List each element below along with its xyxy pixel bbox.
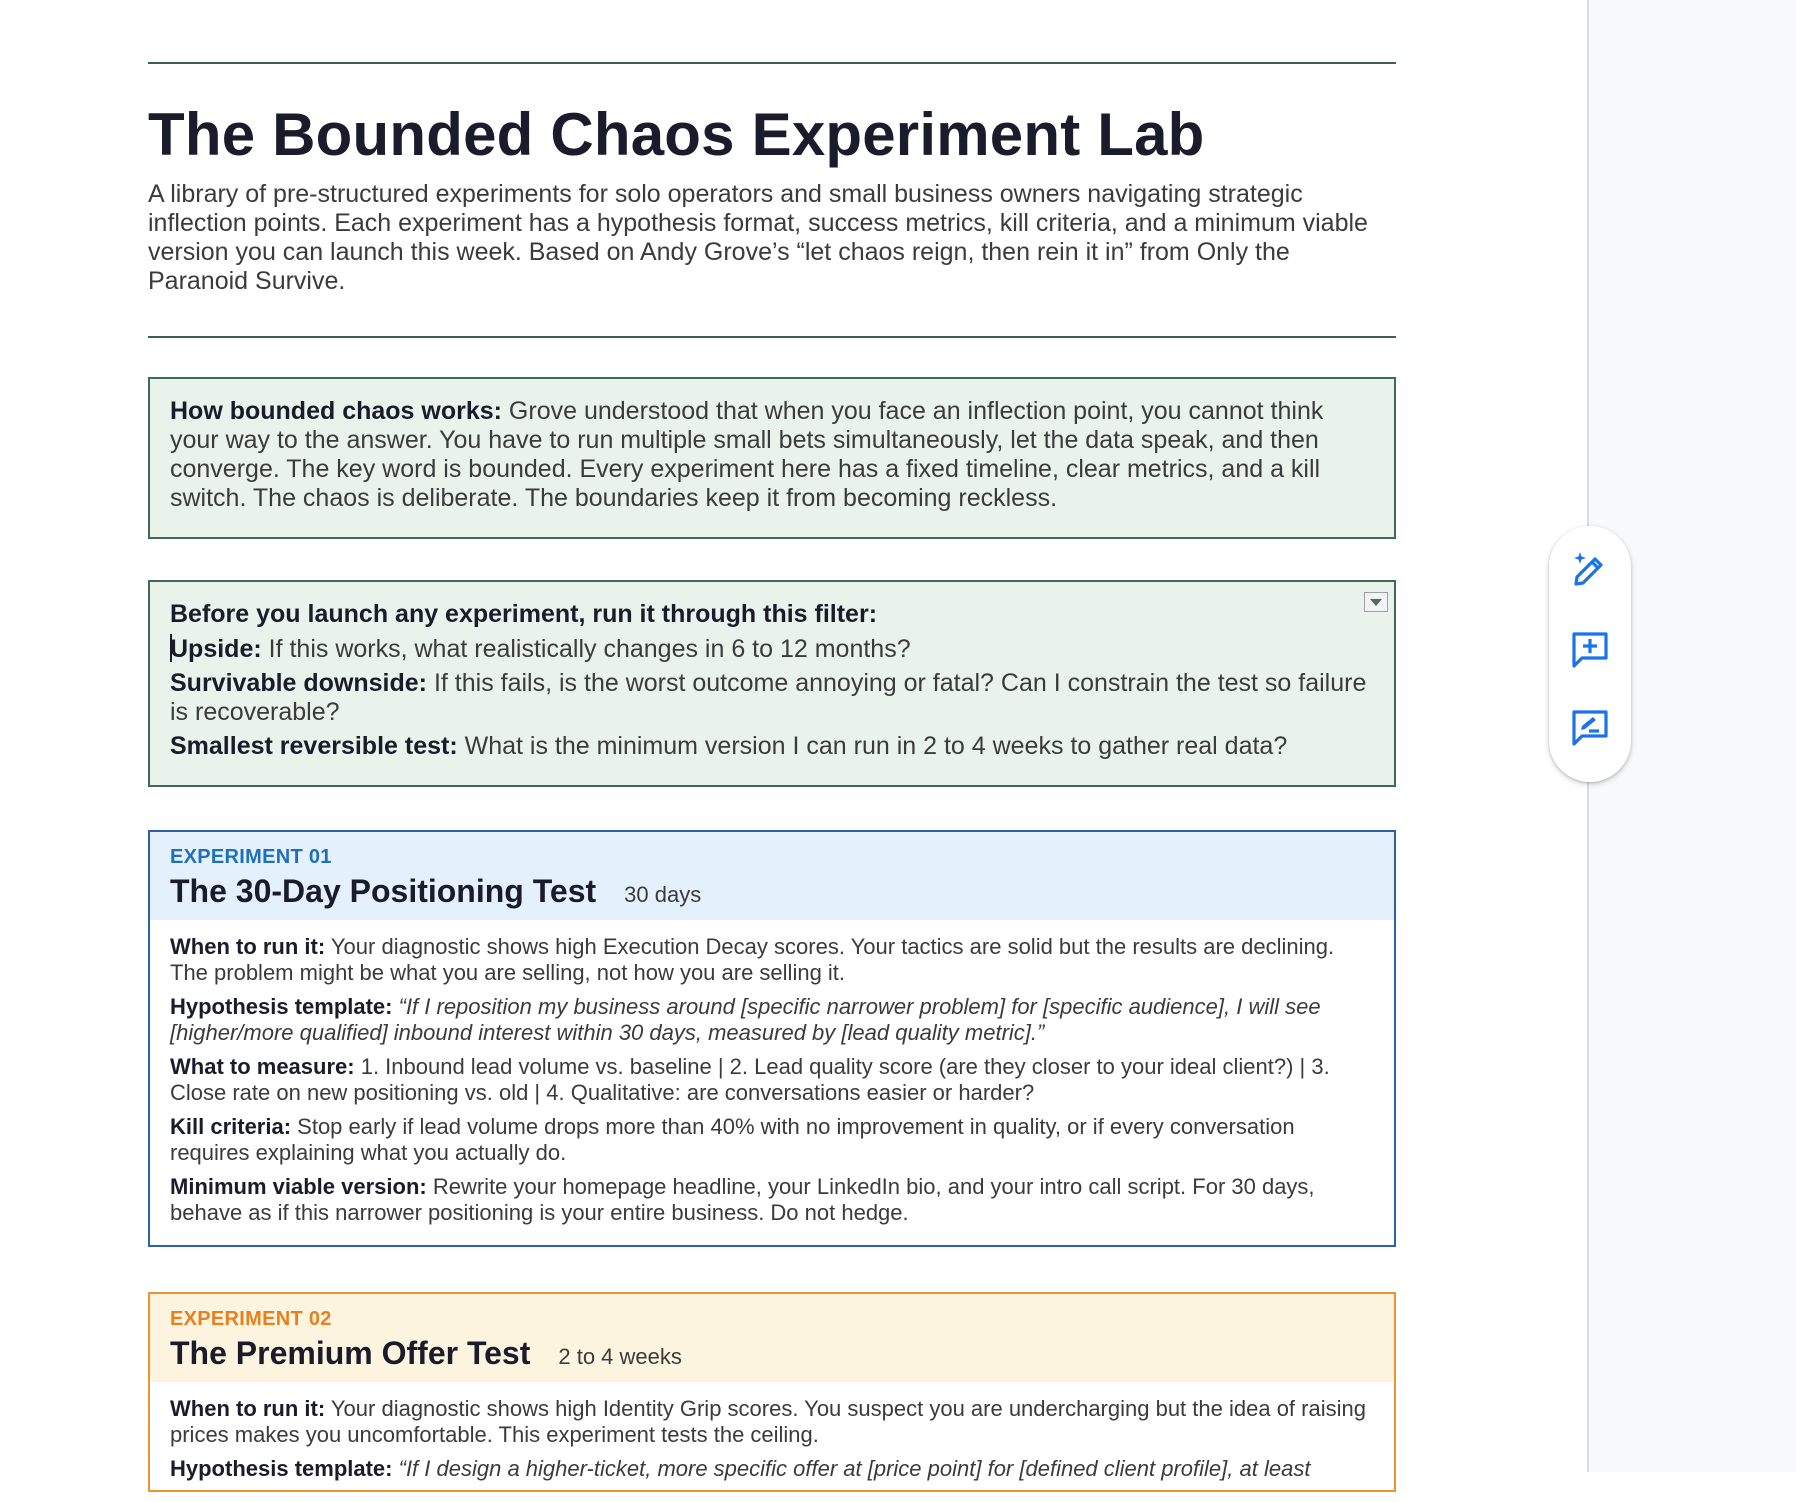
add-comment-icon[interactable] xyxy=(1566,626,1614,674)
how-it-works-text xyxy=(170,397,1374,513)
filter-item-downside xyxy=(170,669,1374,727)
experiment-row xyxy=(170,1174,1374,1226)
experiment-row xyxy=(170,1114,1374,1166)
experiment-duration: 30 days xyxy=(624,882,702,907)
experiment-header xyxy=(150,1294,1394,1382)
filter-label: Upside: xyxy=(170,635,262,663)
floating-side-toolbar xyxy=(1549,526,1631,782)
filter-label: Smallest reversible test: xyxy=(170,732,458,760)
experiment-body xyxy=(150,920,1394,1246)
how-it-works-body: Grove understood that when you face an inflection point, you cannot think your way to the answer. You have to run multiple small bets simultaneously, let the data speak, and then converge. The key word is bounded. Every experiment here has a fixed timeline, clear metrics, and a kill switch. The chaos is deliberate. The boundaries keep it from becoming reckless. xyxy=(170,397,1324,512)
row-text: Stop early if lead volume drops more than 40% with no improvement in quality, or if every conversation requires explaining what you actually do. xyxy=(170,1114,1295,1165)
filter-item-upside xyxy=(170,634,1374,664)
experiment-duration: 2 to 4 weeks xyxy=(558,1344,682,1369)
filter-text: If this works, what realistically changes in 6 to 12 months? xyxy=(261,635,911,663)
row-label: Minimum viable version: xyxy=(170,1174,427,1199)
filter-text: If this fails, is the worst outcome annoying or fatal? Can I constrain the test so failure is recoverable? xyxy=(170,669,1367,726)
intro-divider xyxy=(148,336,1396,338)
row-text: Rewrite your homepage headline, your LinkedIn bio, and your intro call script. For 30 days, behave as if this narrower positioning is your entire business. Do not hedge. xyxy=(170,1174,1315,1225)
row-text: Your diagnostic shows high Identity Grip scores. You suspect you are undercharging but the idea of raising prices makes you uncomfortable. This experiment tests the ceiling. xyxy=(170,1396,1366,1447)
filter-text: What is the minimum version I can run in 2 to 4 weeks to gather real data? xyxy=(457,732,1288,760)
experiment-number: EXPERIMENT 02 xyxy=(170,1308,332,1330)
experiment-row xyxy=(170,1456,1374,1482)
row-label: What to measure: xyxy=(170,1054,355,1079)
row-label: Kill criteria: xyxy=(170,1114,292,1139)
page-title: The Bounded Chaos Experiment Lab xyxy=(148,101,1205,168)
experiment-title: The Premium Offer Test xyxy=(170,1335,531,1371)
row-text: “If I design a higher-ticket, more specific offer at [price point] for [defined client profile], at least xyxy=(392,1456,1311,1481)
box-dropdown-icon[interactable] xyxy=(1364,592,1388,612)
row-label: When to run it: xyxy=(170,1396,326,1421)
how-it-works-box xyxy=(148,377,1396,539)
experiment-header xyxy=(150,832,1394,920)
experiment-row xyxy=(170,994,1374,1046)
filter-title: Before you launch any experiment, run it through this filter: xyxy=(170,600,878,628)
experiment-card xyxy=(148,830,1396,1247)
launch-filter-box xyxy=(148,580,1396,787)
row-text: Your diagnostic shows high Execution Decay scores. Your tactics are solid but the results are declining. The problem might be what you are selling, not how you are selling it. xyxy=(170,934,1335,985)
row-label: Hypothesis template: xyxy=(170,1456,393,1481)
intro-paragraph: A library of pre-structured experiments for solo operators and small business owners navigating strategic inflection points. Each experiment has a hypothesis format, success metrics, kill criteria, and a minimum viable version you can launch this week. Based on Andy Grove’s “let chaos reign, then rein it in” from Only the Paranoid Survive. xyxy=(148,180,1368,295)
filter-item-smallest-test xyxy=(170,732,1374,761)
experiment-row xyxy=(170,934,1374,986)
edit-sparkle-icon[interactable] xyxy=(1566,546,1614,594)
row-label: When to run it: xyxy=(170,934,326,959)
filter-label: Survivable downside: xyxy=(170,669,428,697)
row-text: “If I reposition my business around [specific narrower problem] for [specific audience], I will see [higher/more qualified] inbound interest within 30 days, measured by [lead quality metric].” xyxy=(170,994,1321,1045)
row-label: Hypothesis template: xyxy=(170,994,393,1019)
experiment-title: The 30-Day Positioning Test xyxy=(170,873,597,909)
experiment-card xyxy=(148,1292,1396,1492)
experiment-row xyxy=(170,1054,1374,1106)
suggest-edit-icon[interactable] xyxy=(1566,704,1614,752)
experiment-number: EXPERIMENT 01 xyxy=(170,846,332,868)
experiment-body xyxy=(150,1382,1394,1502)
top-divider xyxy=(148,62,1396,64)
experiment-row xyxy=(170,1396,1374,1448)
row-text: 1. Inbound lead volume vs. baseline | 2. Lead quality score (are they closer to your ideal client?) | 3. Close rate on new positioning vs. old | 4. Qualitative: are conversations easier or harder? xyxy=(170,1054,1330,1105)
how-it-works-heading: How bounded chaos works: xyxy=(170,397,502,425)
